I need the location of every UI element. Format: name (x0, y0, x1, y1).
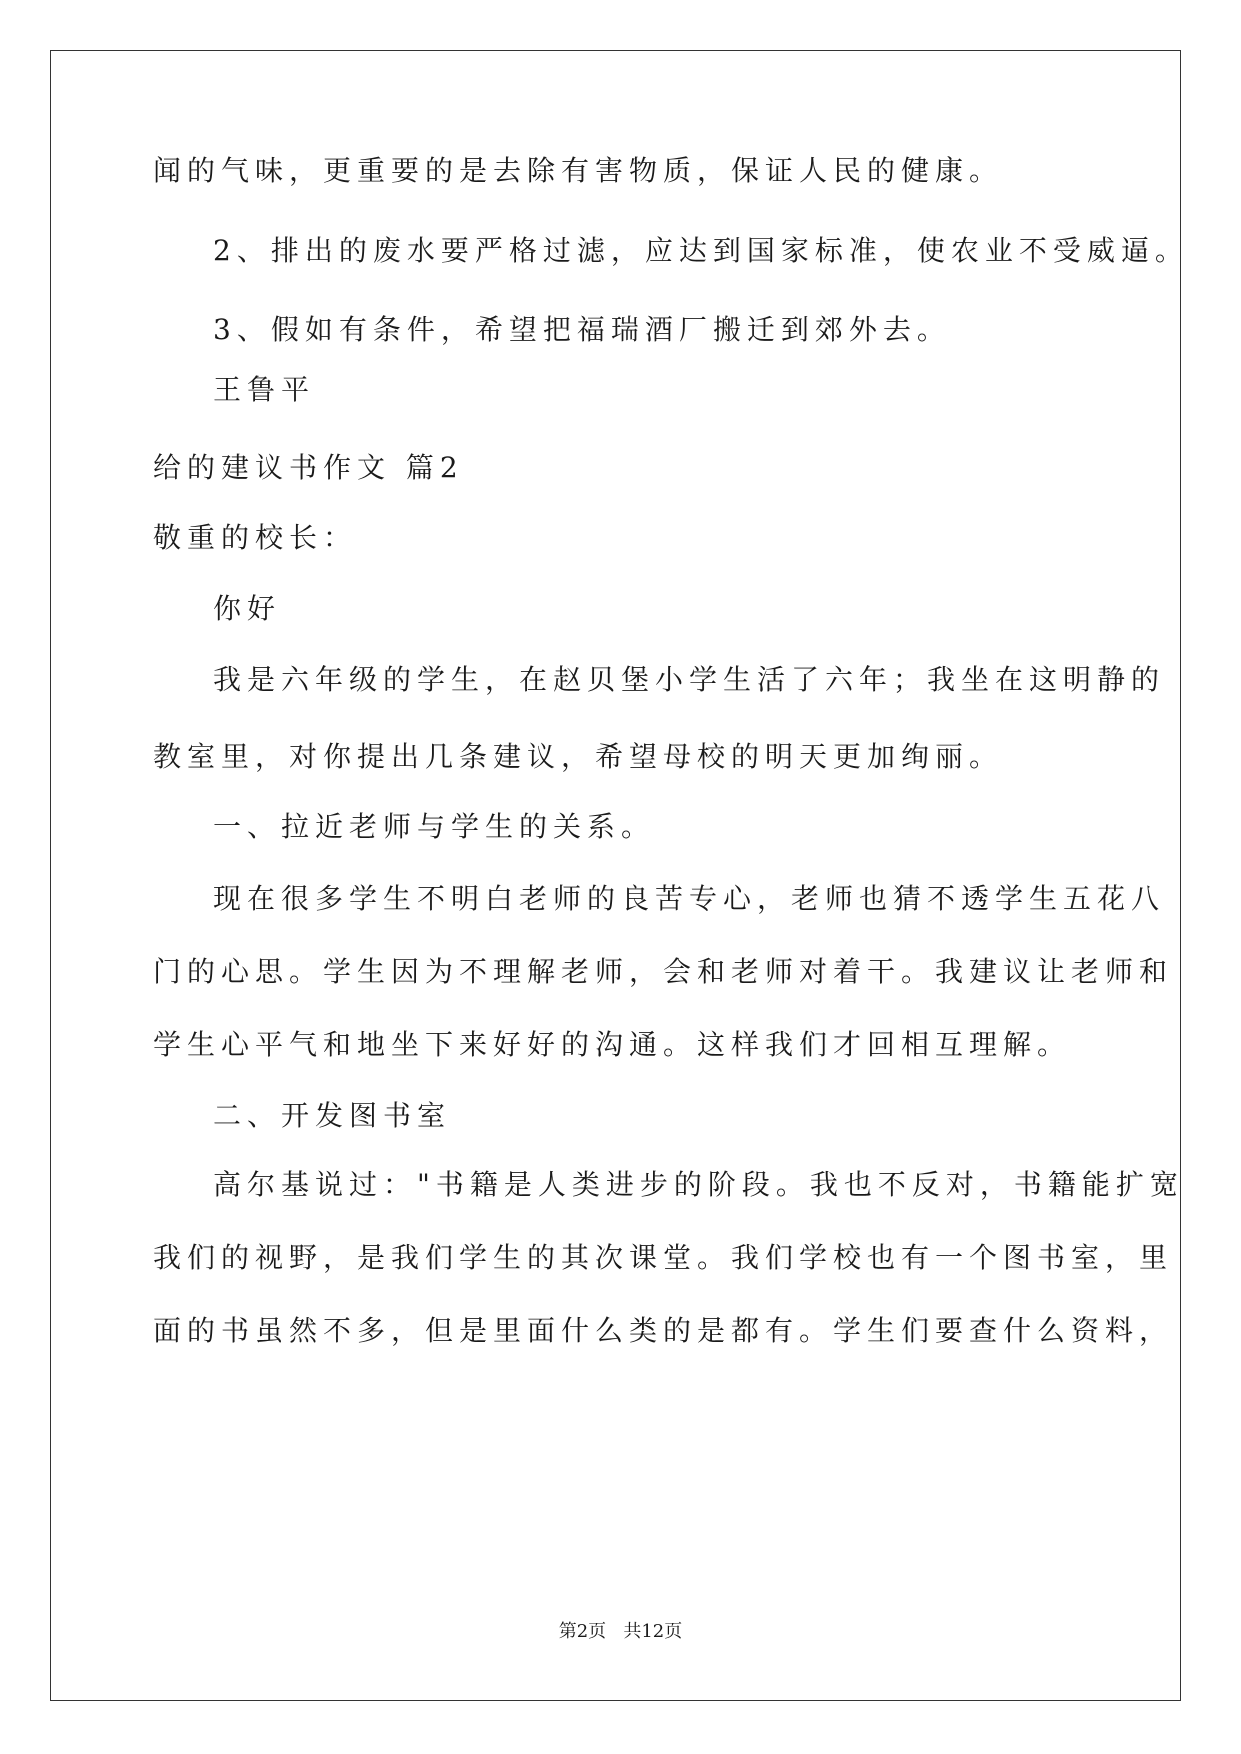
text-line: 3、假如有条件，希望把福瑞酒厂搬迁到郊外去。 (213, 313, 951, 346)
greeting: 你好 (213, 592, 282, 625)
section-heading: 给的建议书作文 篇2 (153, 451, 464, 484)
signature-line: 王鲁平 (213, 373, 316, 406)
text-line: 二、开发图书室 (213, 1099, 452, 1132)
salutation: 敬重的校长： (153, 521, 358, 554)
text-line: 我们的视野，是我们学生的其次课堂。我们学校也有一个图书室，里 (153, 1241, 1174, 1274)
page-border (50, 50, 1181, 1701)
text-line: 门的心思。学生因为不理解老师，会和老师对着干。我建议让老师和 (153, 955, 1174, 988)
text-line: 现在很多学生不明白老师的良苦专心，老师也猜不透学生五花八 (213, 882, 1166, 915)
text-line: 我是六年级的学生，在赵贝堡小学生活了六年；我坐在这明静的 (213, 663, 1166, 696)
text-line: 高尔基说过："书籍是人类进步的阶段。我也不反对，书籍能扩宽 (213, 1168, 1184, 1201)
page-number-footer: 第2页 共12页 (558, 1621, 683, 1642)
text-line: 一、拉近老师与学生的关系。 (213, 810, 656, 843)
text-line: 闻的气味，更重要的是去除有害物质，保证人民的健康。 (153, 154, 1004, 187)
text-line: 学生心平气和地坐下来好好的沟通。这样我们才回相互理解。 (153, 1028, 1072, 1061)
text-line: 教室里，对你提出几条建议，希望母校的明天更加绚丽。 (153, 740, 1004, 773)
text-line: 2、排出的废水要严格过滤，应达到国家标准，使农业不受威逼。 (213, 234, 1189, 267)
text-line: 面的书虽然不多，但是里面什么类的是都有。学生们要查什么资料， (153, 1314, 1174, 1347)
